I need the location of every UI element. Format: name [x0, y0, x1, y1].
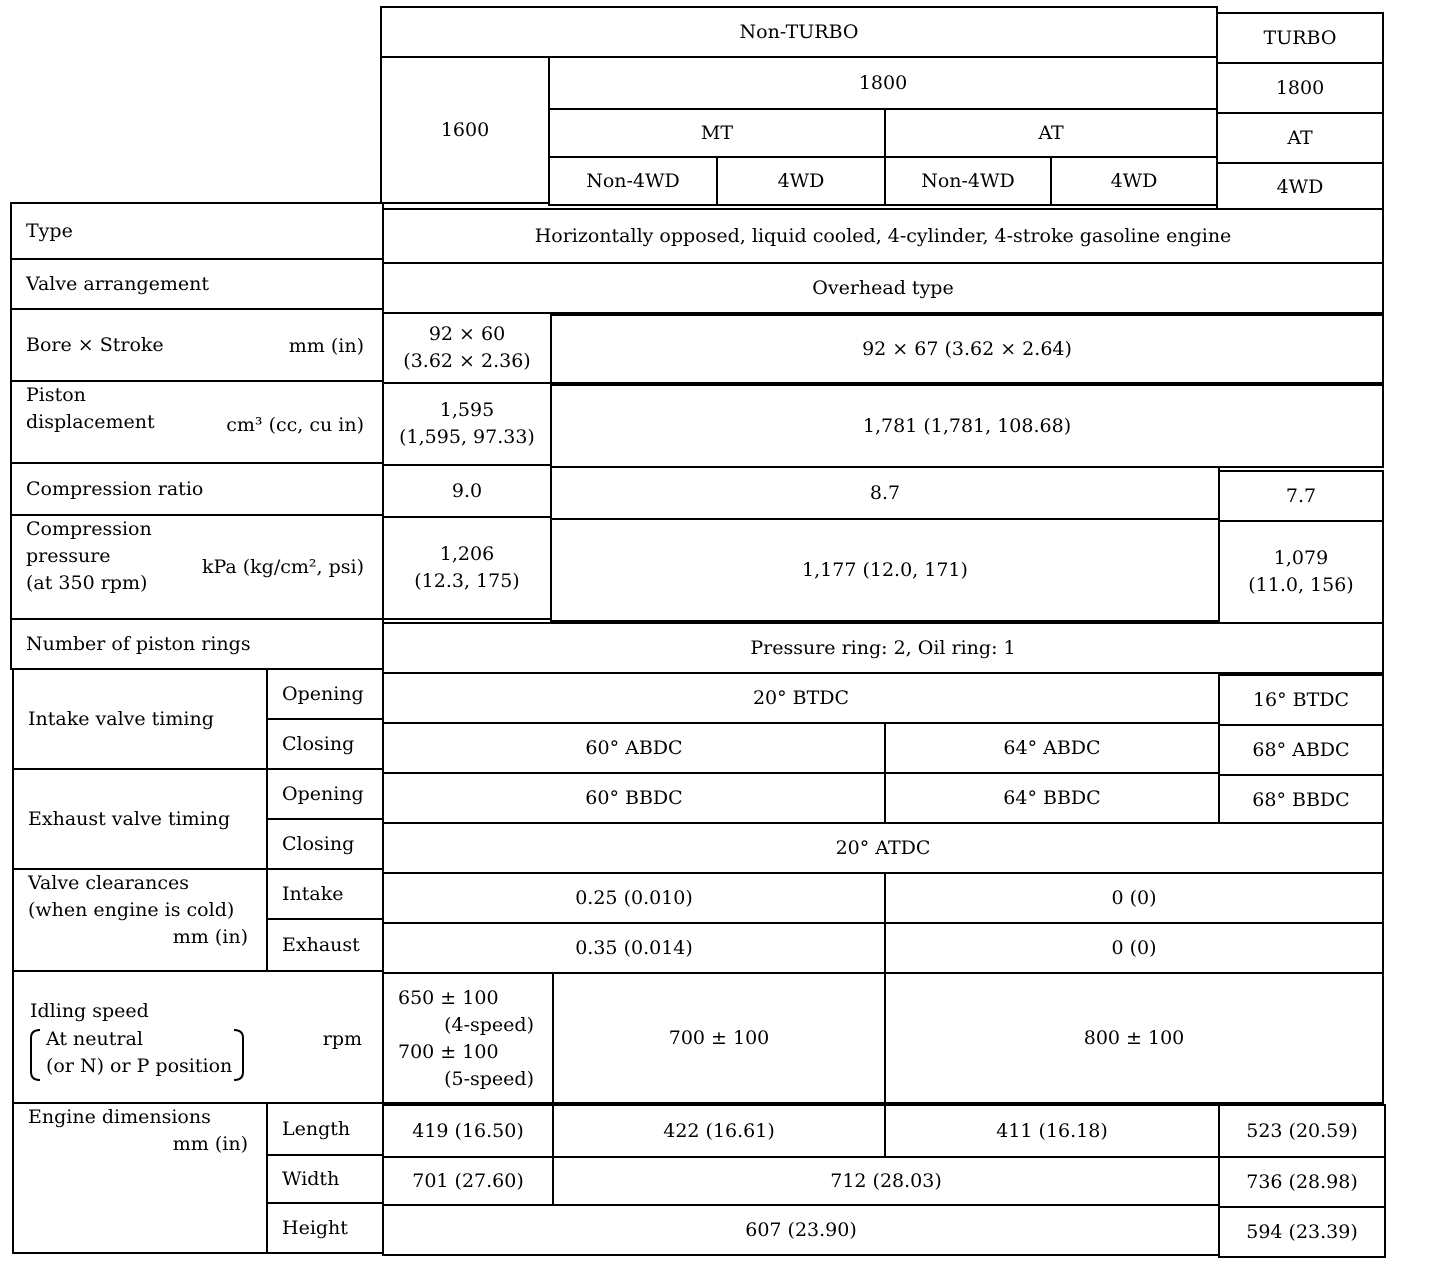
- header-mt-4wd: [716, 156, 886, 206]
- exhaust-closing-label: [266, 818, 384, 870]
- dim-height-label-text: Height: [282, 1216, 348, 1239]
- valve-arrangement-value: [382, 262, 1384, 314]
- compression-pressure-turbo-line2: (11.0, 156): [1248, 574, 1354, 596]
- intake-opening-nonturbo-text: 20° BTDC: [752, 686, 850, 709]
- displacement-1600-line2: (1,595, 97.33): [399, 426, 535, 448]
- valve-clearances-unit: mm (in): [172, 926, 248, 948]
- dim-width-turbo: [1218, 1156, 1386, 1208]
- intake-opening-nonturbo: [382, 672, 1220, 724]
- compression-ratio-1800: [550, 466, 1220, 520]
- compression-ratio-1600: [382, 464, 552, 518]
- exhaust-opening-label: [266, 768, 384, 820]
- dim-height-turbo-text: 594 (23.39): [1246, 1220, 1358, 1243]
- header-at-non4wd-text: Non-4WD: [921, 169, 1015, 192]
- idling-mt: [552, 972, 886, 1104]
- piston-rings-value-text: Pressure ring: 2, Oil ring: 1: [750, 636, 1016, 659]
- compression-pressure-turbo: [1218, 520, 1384, 624]
- dim-length-1600: [382, 1104, 554, 1158]
- valve-arrangement-label: [10, 258, 384, 310]
- clearance-intake-mt-text: 0.25 (0.010): [575, 886, 693, 909]
- exhaust-closing-all: [382, 822, 1384, 874]
- displacement-label: [10, 380, 384, 464]
- valve-arrangement-value-text: Overhead type: [812, 276, 954, 299]
- piston-rings-label: [10, 618, 384, 670]
- type-value-text: Horizontally opposed, liquid cooled, 4-cylinder, 4-stroke gasoline engine: [534, 224, 1232, 247]
- bore-stroke-1800: [550, 314, 1384, 384]
- dim-length-label-text: Length: [282, 1117, 351, 1140]
- exhaust-timing-label-text: Exhaust valve timing: [28, 807, 231, 830]
- idling-label-text: Idling speed: [30, 1000, 149, 1022]
- dim-length-mt-text: 422 (16.61): [663, 1119, 775, 1142]
- dim-length-mt: [552, 1104, 886, 1158]
- header-1800: [548, 56, 1218, 110]
- intake-closing-at-text: 64° ABDC: [1003, 736, 1101, 759]
- idling-at-text: 800 ± 100: [1083, 1026, 1185, 1049]
- compression-pressure-label-line3: (at 350 rpm): [26, 572, 148, 594]
- idling-at: [884, 972, 1384, 1104]
- header-turbo-at: [1216, 112, 1384, 164]
- bore-stroke-label: [10, 308, 384, 382]
- clearance-intake-label: [266, 868, 384, 920]
- header-turbo-at-text: AT: [1287, 126, 1313, 149]
- left-paren-icon: [28, 1028, 42, 1082]
- idling-paren-line1: At neutral: [46, 1028, 143, 1050]
- intake-closing-at: [884, 722, 1220, 774]
- bore-stroke-1800-text: 92 × 67 (3.62 × 2.64): [862, 337, 1072, 360]
- bore-stroke-1600-line2: (3.62 × 2.36): [403, 350, 531, 372]
- compression-pressure-label-line2: pressure: [26, 545, 111, 567]
- dim-width-turbo-text: 736 (28.98): [1246, 1170, 1358, 1193]
- dim-length-1600-text: 419 (16.50): [412, 1119, 524, 1142]
- header-mt-non4wd-text: Non-4WD: [586, 169, 680, 192]
- clearance-intake-at: [884, 872, 1384, 924]
- clearance-exhaust-label: [266, 918, 384, 972]
- dim-width-label: [266, 1154, 384, 1204]
- intake-closing-mt-text: 60° ABDC: [585, 736, 683, 759]
- clearance-intake-at-text: 0 (0): [1111, 886, 1157, 909]
- intake-timing-label-text: Intake valve timing: [28, 707, 214, 730]
- type-label: [10, 202, 384, 260]
- compression-pressure-turbo-line1: 1,079: [1273, 547, 1329, 569]
- dimensions-label: [12, 1102, 268, 1254]
- compression-pressure-1600-line1: 1,206: [439, 543, 495, 565]
- bore-stroke-label-text: Bore × Stroke: [26, 333, 164, 356]
- header-at-text: AT: [1038, 121, 1064, 144]
- exhaust-timing-label: [12, 768, 268, 870]
- exhaust-opening-at-text: 64° BBDC: [1003, 786, 1101, 809]
- exhaust-closing-all-text: 20° ATDC: [835, 836, 931, 859]
- header-turbo-1800: [1216, 62, 1384, 114]
- idling-1600-line4: (5-speed): [444, 1068, 534, 1090]
- exhaust-opening-turbo: [1218, 774, 1384, 826]
- displacement-label-line2: displacement: [26, 411, 155, 433]
- idling-1600-line2: (4-speed): [444, 1014, 534, 1036]
- dim-length-label: [266, 1102, 384, 1156]
- intake-opening-label-text: Opening: [282, 682, 364, 705]
- dim-length-turbo: [1218, 1104, 1386, 1158]
- header-at-4wd-text: 4WD: [1110, 169, 1158, 192]
- exhaust-opening-mt: [382, 772, 886, 824]
- header-at-4wd: [1050, 156, 1218, 206]
- valve-clearances-label-line1: Valve clearances: [28, 872, 189, 894]
- clearance-intake-label-text: Intake: [282, 882, 344, 905]
- header-1600: [380, 56, 550, 204]
- idling-1600-line1: 650 ± 100: [398, 987, 499, 1009]
- idling-unit: rpm: [322, 1028, 362, 1050]
- displacement-1600: [382, 382, 552, 466]
- compression-pressure-1600: [382, 516, 552, 620]
- idling-paren-line2: (or N) or P position: [46, 1055, 233, 1077]
- intake-closing-turbo: [1218, 724, 1384, 776]
- idling-mt-text: 700 ± 100: [668, 1026, 770, 1049]
- dim-length-at: [884, 1104, 1220, 1158]
- bore-stroke-1600-line1: 92 × 60: [428, 323, 506, 345]
- intake-opening-turbo: [1218, 674, 1384, 726]
- dim-width-label-text: Width: [282, 1167, 340, 1190]
- dimensions-unit: mm (in): [172, 1133, 248, 1155]
- idling-label: [12, 970, 384, 1104]
- dim-height-label: [266, 1202, 384, 1254]
- type-value: [382, 208, 1384, 264]
- header-mt-non4wd: [548, 156, 718, 206]
- header-non-turbo: [380, 6, 1218, 58]
- dim-width-nonturbo-1800: [552, 1156, 1220, 1206]
- clearance-exhaust-at: [884, 922, 1384, 974]
- header-1600-text: 1600: [440, 118, 490, 141]
- dim-height-nonturbo-text: 607 (23.90): [745, 1218, 857, 1241]
- clearance-exhaust-mt: [382, 922, 886, 974]
- dim-width-nonturbo-1800-text: 712 (28.03): [830, 1169, 942, 1192]
- bore-stroke-unit: mm (in): [288, 335, 364, 357]
- exhaust-opening-mt-text: 60° BBDC: [585, 786, 683, 809]
- compression-ratio-turbo: [1218, 470, 1384, 522]
- header-non-turbo-text: Non-TURBO: [739, 20, 859, 43]
- compression-pressure-1800-text: 1,177 (12.0, 171): [802, 558, 968, 581]
- header-1800-text: 1800: [858, 71, 908, 94]
- valve-arrangement-label-text: Valve arrangement: [26, 272, 209, 295]
- header-mt-text: MT: [700, 121, 734, 144]
- header-mt: [548, 108, 886, 158]
- header-at: [884, 108, 1218, 158]
- valve-clearances-label: [12, 868, 268, 972]
- exhaust-opening-label-text: Opening: [282, 782, 364, 805]
- dim-width-1600-text: 701 (27.60): [412, 1169, 524, 1192]
- intake-closing-label: [266, 718, 384, 770]
- displacement-unit: cm³ (cc, cu in): [226, 414, 364, 436]
- compression-pressure-label: [10, 514, 384, 620]
- intake-closing-turbo-text: 68° ABDC: [1252, 738, 1350, 761]
- compression-pressure-label-line1: Compression: [26, 518, 152, 540]
- header-turbo-text: TURBO: [1263, 26, 1337, 49]
- compression-ratio-label: [10, 462, 384, 516]
- displacement-1800: [550, 384, 1384, 468]
- dim-length-turbo-text: 523 (20.59): [1246, 1119, 1358, 1142]
- compression-ratio-1800-text: 8.7: [869, 481, 901, 504]
- idling-1600: [382, 972, 554, 1104]
- header-at-non4wd: [884, 156, 1052, 206]
- compression-ratio-label-text: Compression ratio: [26, 477, 204, 500]
- exhaust-opening-turbo-text: 68° BBDC: [1252, 788, 1350, 811]
- header-turbo-4wd: [1216, 162, 1384, 212]
- compression-ratio-1600-text: 9.0: [451, 479, 483, 502]
- intake-timing-label: [12, 668, 268, 770]
- clearance-exhaust-at-text: 0 (0): [1111, 936, 1157, 959]
- clearance-exhaust-mt-text: 0.35 (0.014): [575, 936, 693, 959]
- bore-stroke-1600: [382, 312, 552, 384]
- idling-1600-line3: 700 ± 100: [398, 1041, 499, 1063]
- compression-pressure-1800: [550, 518, 1220, 622]
- dim-length-at-text: 411 (16.18): [996, 1119, 1108, 1142]
- compression-pressure-1600-line2: (12.3, 175): [414, 570, 520, 592]
- dim-width-1600: [382, 1156, 554, 1206]
- clearance-intake-mt: [382, 872, 886, 924]
- displacement-label-line1: Piston: [26, 384, 86, 406]
- header-mt-4wd-text: 4WD: [777, 169, 825, 192]
- piston-rings-value: [382, 622, 1384, 674]
- type-label-text: Type: [26, 219, 73, 242]
- dimensions-label-text: Engine dimensions: [28, 1106, 211, 1128]
- header-turbo-1800-text: 1800: [1275, 76, 1325, 99]
- intake-closing-mt: [382, 722, 886, 774]
- header-turbo-4wd-text: 4WD: [1276, 175, 1324, 198]
- clearance-exhaust-label-text: Exhaust: [282, 933, 360, 956]
- right-paren-icon: [232, 1028, 246, 1082]
- compression-ratio-turbo-text: 7.7: [1285, 484, 1317, 507]
- header-turbo: [1216, 12, 1384, 64]
- intake-closing-label-text: Closing: [282, 732, 355, 755]
- exhaust-closing-label-text: Closing: [282, 832, 355, 855]
- valve-clearances-label-line2: (when engine is cold): [28, 899, 235, 921]
- displacement-1600-line1: 1,595: [439, 399, 495, 421]
- exhaust-opening-at: [884, 772, 1220, 824]
- displacement-1800-text: 1,781 (1,781, 108.68): [862, 414, 1072, 437]
- piston-rings-label-text: Number of piston rings: [26, 632, 251, 655]
- intake-opening-label: [266, 668, 384, 720]
- compression-pressure-unit: kPa (kg/cm², psi): [201, 556, 364, 578]
- dim-height-nonturbo: [382, 1204, 1220, 1256]
- dim-height-turbo: [1218, 1206, 1386, 1258]
- intake-opening-turbo-text: 16° BTDC: [1252, 688, 1350, 711]
